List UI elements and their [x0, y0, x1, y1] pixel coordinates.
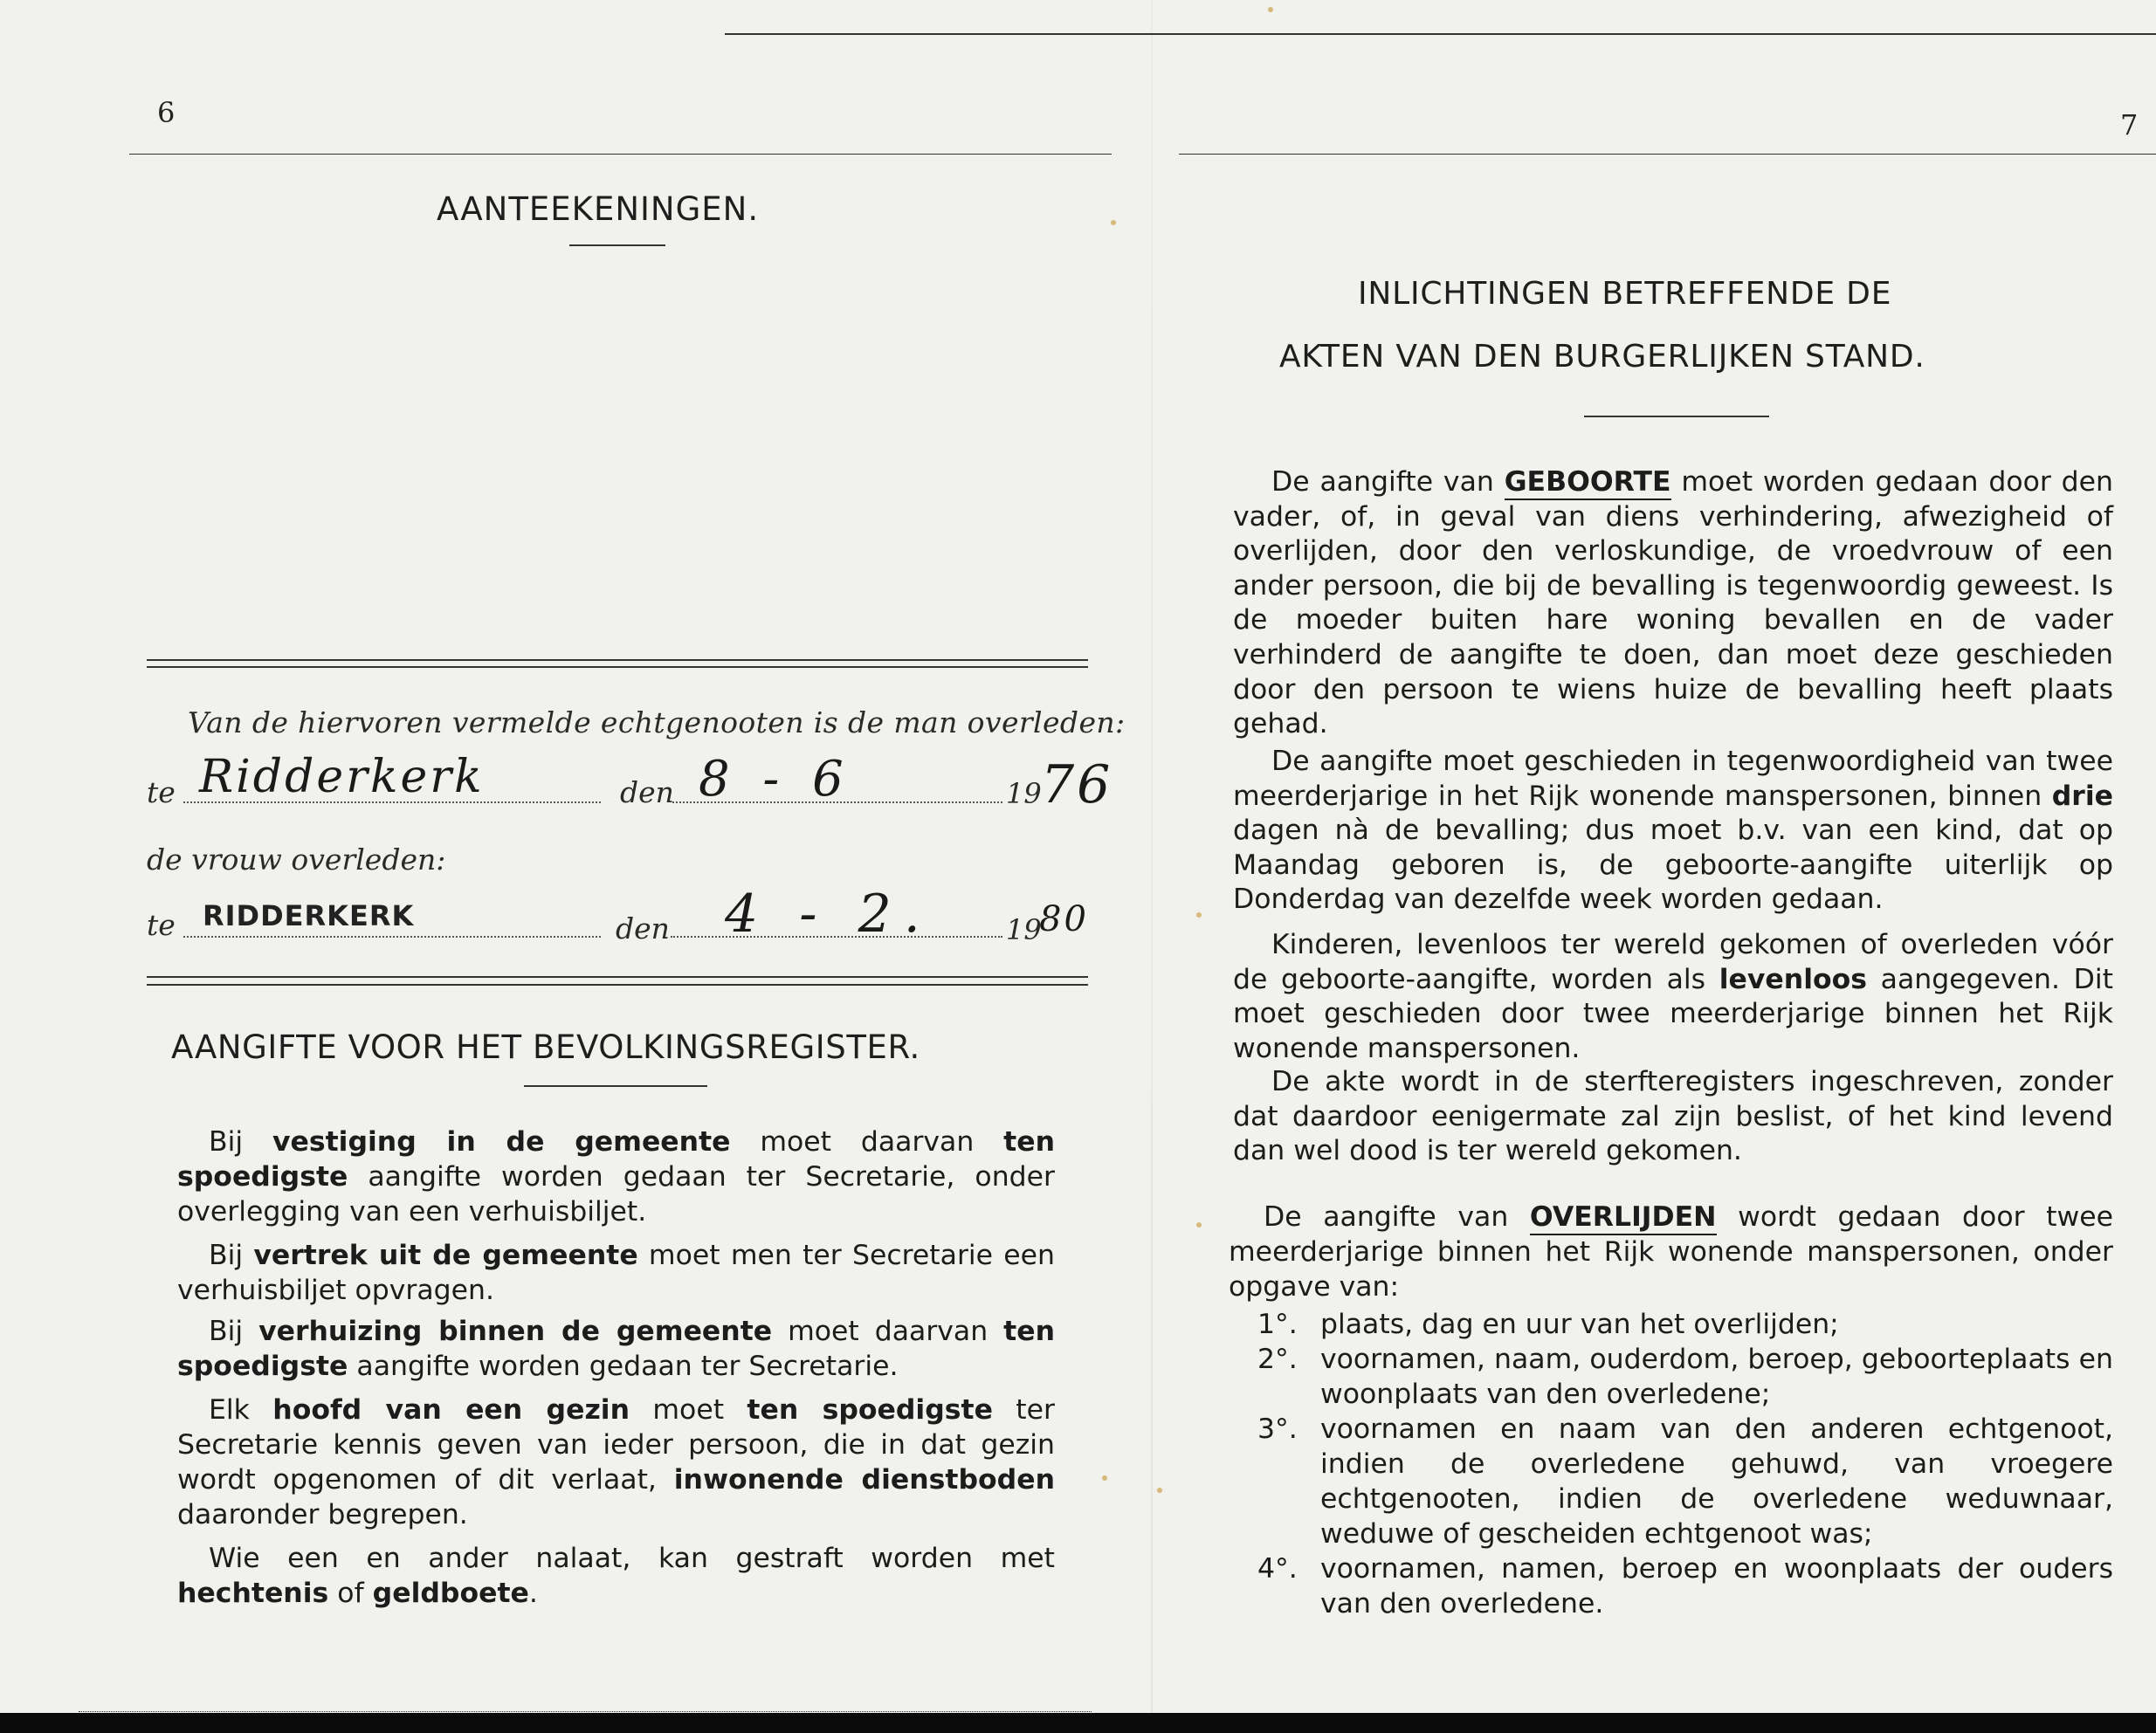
man-place-handwritten: Ridderkerk — [199, 751, 485, 803]
man-year-prefix: 19 — [1006, 777, 1042, 810]
man-den-label: den — [620, 775, 674, 809]
woman-year-handwritten: 80 — [1039, 899, 1089, 939]
paragraph-geboorte-1: De aangifte van GEBOORTE moet worden gedaan door den vader, of, in geval van diens verhindering, afwezigheid of overlijden, door den verloskundige, de vroedvrouw of een ander persoon, die bij de bevalling is tegenwoordig geweest. Is de moeder buiten hare woning bevallen en de vader verhinderd de aangifte te doen, dan moet deze geschieden door den persoon te wiens huize de bevalling heeft plaats gehad. — [1233, 466, 2114, 740]
title-underline-left — [569, 244, 665, 246]
paragraph-overlijden: De aangifte van OVERLIJDEN wordt gedaan door twee meerderjarige binnen het Rijk wonende manspersonen, onder opgave van: — [1229, 1201, 2114, 1303]
section-underline-left — [524, 1085, 707, 1087]
paper-speck — [1102, 1475, 1107, 1481]
paragraph-vertrek: Bij vertrek uit de gemeente moet men ter Secretarie een verhuisbiljet opvragen. — [177, 1240, 1055, 1306]
page-number-right: 7 — [2120, 108, 2139, 141]
section-heading-bevolkingsregister: AANGIFTE VOOR HET BEVOLKINGSREGISTER. — [171, 1028, 920, 1066]
woman-year-prefix: 19 — [1006, 913, 1042, 946]
bottom-edge-rule — [79, 1711, 1092, 1712]
record-rule-bottom-2 — [147, 984, 1088, 986]
woman-place-stamp: RIDDERKERK — [203, 899, 415, 932]
woman-label: de vrouw overleden: — [147, 842, 446, 877]
page-title-right-line1: INLICHTINGEN BETREFFENDE DE — [1358, 276, 1892, 312]
paper-speck — [1268, 7, 1273, 12]
woman-date-handwritten: 4 - 2. — [725, 884, 933, 945]
scan-border — [0, 1713, 2156, 1733]
page-title-right-line2: AKTEN VAN DEN BURGERLIJKEN STAND. — [1279, 339, 1925, 375]
paragraph-akte: De akte wordt in de sterfteregisters ingeschreven, zonder dat daardoor eenigermate zal zijn beslist, of het kind levend dan wel dood is ter wereld gekomen. — [1233, 1066, 2113, 1167]
paper-speck — [1196, 912, 1202, 918]
list-item-1: 1°. plaats, dag en uur van het overlijden; — [1257, 1309, 1839, 1340]
top-rule-right — [725, 33, 2156, 35]
paragraph-vestiging: Bij vestiging in de gemeente moet daarvan ten spoedigste aangifte worden gedaan ter Secretarie, onder overlegging van een verhuisbiljet. — [177, 1126, 1055, 1228]
header-rule-left — [129, 154, 1112, 155]
list-item-4: 4°. voornamen, namen, beroep en woonplaats der ouders van den overledene. — [1257, 1553, 2113, 1620]
page-fold — [1151, 0, 1153, 1713]
death-record-intro: Van de hiervoren vermelde echtgenooten is de man overleden: — [188, 705, 1126, 739]
header-rule-right — [1179, 154, 2156, 155]
man-date-handwritten: 8 - 6 — [699, 751, 852, 808]
paragraph-verhuizing: Bij verhuizing binnen de gemeente moet daarvan ten spoedigste aangifte worden gedaan ter Secretarie. — [177, 1316, 1055, 1382]
woman-te-label: te — [147, 908, 176, 942]
woman-den-label: den — [616, 911, 670, 946]
record-rule-bottom-1 — [147, 976, 1088, 978]
page-title-left: AANTEEKENINGEN. — [437, 190, 760, 228]
record-rule-top-2 — [147, 666, 1088, 668]
paragraph-levenloos: Kinderen, levenloos ter wereld gekomen of overleden vóór de geboorte-aangifte, worden als levenloos aangegeven. Dit moet geschieden door twee meerderjarige binnen het Rijk wonende manspersonen. — [1233, 929, 2113, 1064]
paper-speck — [1157, 1488, 1162, 1493]
man-te-label: te — [147, 775, 176, 809]
paragraph-nalaat: Wie een en ander nalaat, kan gestraft worden met hechtenis of geldboete. — [177, 1543, 1055, 1609]
list-item-2: 2°. voornamen, naam, ouderdom, beroep, geboorteplaats en woonplaats van den overledene; — [1257, 1344, 2113, 1410]
paragraph-hoofd-gezin: Elk hoofd van een gezin moet ten spoedigste ter Secretarie kennis geven van ieder persoon, die in dat gezin wordt opgenomen of dit verlaat, inwonende dienstboden daaronder begrepen. — [177, 1394, 1056, 1530]
title-underline-right — [1584, 416, 1769, 417]
paper-speck — [1196, 1222, 1202, 1228]
paper-speck — [1111, 220, 1116, 225]
paragraph-geboorte-2: De aangifte moet geschieden in tegenwoordigheid van twee meerderjarige in het Rijk wonende manspersonen, binnen drie dagen nà de bevalling; dus moet b.v. van een kind, dat op Maandag geboren is, de geboorte-aangifte uiterlijk op Donderdag van dezelfde week worden gedaan. — [1233, 746, 2113, 916]
page-number-left: 6 — [157, 96, 176, 129]
woman-place-dots — [183, 936, 601, 938]
list-item-3: 3°. voornamen en naam van den anderen echtgenoot, indien de overledene gehuwd, van vroegere echtgenooten, indien de overledene weduwnaar, weduwe of gescheiden echtgenoot was; — [1257, 1413, 2113, 1550]
man-year-handwritten: 76 — [1041, 754, 1113, 815]
record-rule-top-1 — [147, 659, 1088, 661]
